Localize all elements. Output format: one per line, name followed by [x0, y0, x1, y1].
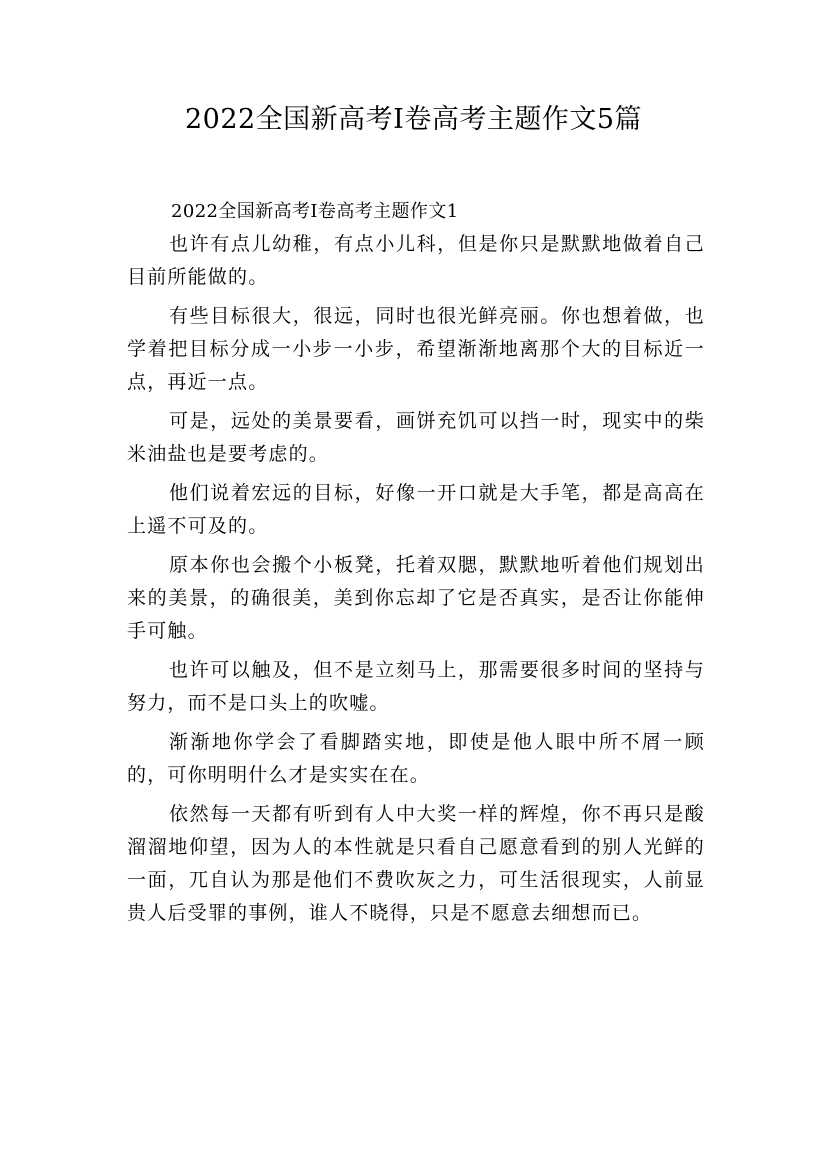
document-title: 2022全国新高考Ⅰ卷高考主题作文5篇 — [184, 104, 643, 135]
paragraph: 依然每一天都有听到有人中大奖一样的辉煌，你不再只是酸溜溜地仰望，因为人的本性就是只看自己愿意看到的别人光鲜的一面，兀自认为那是他们不费吹灰之力，可生活很现实，人前显贵人后受罪的事例，谁人不晓得，只是不愿意去细想而已。 — [127, 803, 705, 924]
paragraph: 可是，远处的美景要看，画饼充饥可以挡一时，现实中的柴米油盐也是要考虑的。 — [127, 410, 705, 465]
paragraph: 原本你也会搬个小板凳，托着双腮，默默地听着他们规划出来的美景，的确很美，美到你忘却了它是否真实，是否让你能伸手可触。 — [127, 554, 705, 642]
paragraph: 他们说着宏远的目标，好像一开口就是大手笔，都是高高在上遥不可及的。 — [127, 482, 705, 537]
paragraph: 也许有点儿幼稚，有点小儿科，但是你只是默默地做着自己目前所能做的。 — [127, 233, 705, 288]
document-body — [127, 195, 705, 936]
paragraph: 也许可以触及，但不是立刻马上，那需要很多时间的坚持与努力，而不是口头上的吹嘘。 — [127, 659, 705, 714]
paragraph: 有些目标很大，很远，同时也很光鲜亮丽。你也想着做，也学着把目标分成一小步一小步，希望渐渐地离那个大的目标近一点，再近一点。 — [127, 305, 705, 393]
essay-subtitle: 2022全国新高考Ⅰ卷高考主题作文1 — [171, 201, 459, 222]
paragraph: 渐渐地你学会了看脚踏实地，即使是他人眼中所不屑一顾的，可你明明什么才是实实在在。 — [127, 731, 705, 786]
